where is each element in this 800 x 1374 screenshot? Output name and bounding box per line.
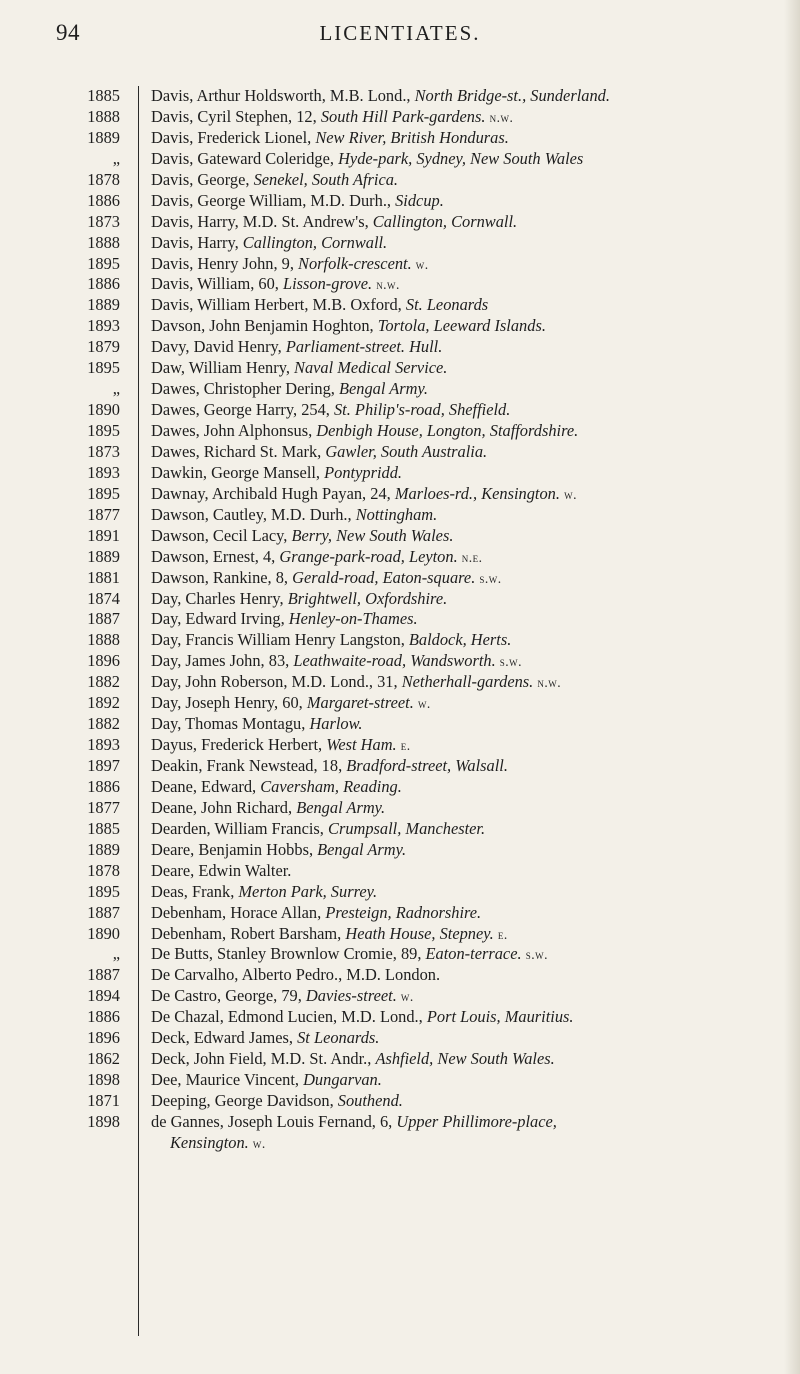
entry-name: Dawes, Christopher Dering, bbox=[151, 379, 339, 399]
entry-place: Callington, Cornwall. bbox=[242, 232, 388, 252]
entry-name: Deas, Frank, bbox=[151, 881, 239, 901]
list-item bbox=[0, 233, 800, 254]
entry-year: 1882 bbox=[87, 672, 120, 692]
entry-text bbox=[151, 421, 780, 443]
list-item bbox=[0, 463, 800, 484]
entry-year: 1898 bbox=[87, 1111, 120, 1131]
entry-place: Crumpsall, Manchester. bbox=[328, 818, 486, 838]
list-item bbox=[0, 1007, 800, 1028]
entry-place: Presteign, Radnorshire. bbox=[325, 902, 482, 922]
entry-text bbox=[151, 924, 780, 946]
entry-year: „ bbox=[112, 944, 120, 964]
entry-place: Bengal Army. bbox=[296, 797, 386, 817]
entry-year: 1874 bbox=[87, 588, 120, 608]
entry-text bbox=[151, 777, 780, 799]
entry-year: 1895 bbox=[87, 483, 120, 503]
entry-district: w. bbox=[415, 256, 429, 272]
entry-text bbox=[151, 400, 780, 422]
list-item bbox=[0, 672, 800, 693]
entry-year: 1895 bbox=[87, 421, 120, 440]
entry-district: s.w. bbox=[525, 947, 548, 963]
list-item bbox=[0, 777, 800, 798]
list-item bbox=[0, 819, 800, 840]
entry-place: Dungarvan. bbox=[303, 1070, 382, 1090]
entry-place: Tortola, Leeward Islands. bbox=[377, 316, 546, 336]
entry-text bbox=[151, 379, 780, 401]
list-item bbox=[0, 609, 800, 630]
entry-place: Nottingham. bbox=[355, 504, 438, 524]
entry-text bbox=[151, 609, 780, 631]
entry-year: 1886 bbox=[87, 776, 120, 796]
entry-text bbox=[151, 714, 780, 736]
entry-name: Dawes, George Harry, 254, bbox=[151, 400, 334, 420]
entry-name: Day, Charles Henry, bbox=[151, 588, 288, 608]
list-item bbox=[0, 735, 800, 756]
entry-year: 1877 bbox=[87, 504, 120, 524]
entry-name: Deeping, George Davidson, bbox=[151, 1091, 338, 1110]
entry-year: 1888 bbox=[87, 630, 120, 650]
entry-place: Baldock, Herts. bbox=[408, 630, 512, 650]
entry-place: Gerald-road, Eaton-square. bbox=[292, 567, 476, 587]
entry-district: n.w. bbox=[537, 675, 562, 691]
entry-name: Day, Joseph Henry, 60, bbox=[151, 693, 307, 713]
entry-place: Heath House, Stepney. bbox=[345, 923, 494, 943]
entry-year: 1878 bbox=[87, 860, 120, 880]
entry-year: 1862 bbox=[87, 1049, 120, 1069]
entry-place: Senekel, South Africa. bbox=[253, 169, 399, 189]
list-item bbox=[0, 170, 800, 191]
entry-text bbox=[151, 86, 780, 108]
entry-name: Davy, David Henry, bbox=[151, 337, 286, 357]
entry-name: Davson, John Benjamin Hoghton, bbox=[151, 316, 378, 336]
entry-name: De Castro, George, 79, bbox=[151, 986, 306, 1006]
entry-place: Bradford-street, Walsall. bbox=[346, 756, 508, 775]
entry-text bbox=[151, 212, 780, 234]
entry-year: 1898 bbox=[87, 1070, 120, 1090]
entry-year: 1877 bbox=[87, 797, 120, 817]
entry-year: 1878 bbox=[87, 169, 120, 189]
entry-place: Callington, Cornwall. bbox=[372, 211, 518, 231]
entry-name: Deare, Benjamin Hobbs, bbox=[151, 839, 318, 859]
entry-year: 1871 bbox=[87, 1091, 120, 1110]
entry-name: Deane, John Richard, bbox=[151, 797, 297, 817]
entry-text bbox=[151, 1007, 780, 1029]
entry-name: Day, Francis William Henry Langston, bbox=[151, 630, 409, 650]
entry-place: Henley-on-Thames. bbox=[288, 609, 418, 629]
entry-place: Brightwell, Oxfordshire. bbox=[287, 588, 448, 608]
entry-text bbox=[151, 505, 780, 527]
list-item bbox=[0, 924, 800, 945]
entry-year: 1888 bbox=[87, 232, 120, 252]
list-item bbox=[0, 944, 800, 965]
entry-place: West Ham. bbox=[326, 735, 397, 755]
entry-district: s.w. bbox=[479, 570, 502, 586]
entry-year: 1881 bbox=[87, 567, 120, 587]
entry-text bbox=[151, 756, 780, 778]
entry-district: w. bbox=[252, 1135, 266, 1151]
entry-place: Denbigh House, Longton, Staffordshire. bbox=[316, 421, 579, 440]
entry-place: Hyde-park, Sydney, New South Wales bbox=[338, 148, 584, 168]
entry-name: Dayus, Frederick Herbert, bbox=[151, 735, 327, 755]
entry-text bbox=[151, 630, 780, 652]
entry-text bbox=[151, 233, 780, 255]
entry-name: Deakin, Frank Newstead, 18, bbox=[151, 756, 347, 775]
entry-text bbox=[151, 693, 780, 715]
entry-name: Day, Edward Irving, bbox=[151, 609, 289, 629]
entry-year: 1893 bbox=[87, 316, 120, 336]
entry-text bbox=[151, 316, 780, 338]
entry-district: n.w. bbox=[489, 109, 514, 125]
entry-name: Dawson, Cecil Lacy, bbox=[151, 525, 292, 545]
entry-name: Daw, William Henry, bbox=[151, 358, 295, 378]
entry-text bbox=[151, 735, 780, 757]
list-item bbox=[0, 840, 800, 861]
entry-place: Lisson-grove. bbox=[282, 274, 373, 294]
entry-text bbox=[151, 295, 780, 317]
list-item bbox=[0, 86, 800, 107]
entry-year: 1893 bbox=[87, 462, 120, 482]
list-item bbox=[0, 526, 800, 547]
entry-text bbox=[151, 442, 780, 464]
list-item bbox=[0, 861, 800, 882]
entry-text bbox=[151, 1091, 780, 1113]
entry-name: Davis, Harry, M.D. St. Andrew's, bbox=[151, 211, 373, 231]
entry-name: Davis, George William, M.D. Durh., bbox=[151, 190, 396, 210]
list-item bbox=[0, 965, 800, 986]
list-item bbox=[0, 358, 800, 379]
entry-year: 1892 bbox=[87, 693, 120, 713]
entry-year: 1896 bbox=[87, 1028, 120, 1048]
entry-text bbox=[151, 191, 780, 213]
entry-text bbox=[151, 484, 780, 506]
entry-name: Dawes, Richard St. Mark, bbox=[151, 441, 326, 461]
entry-year: 1891 bbox=[87, 525, 120, 545]
entry-year: 1885 bbox=[87, 86, 120, 105]
entry-name: Davis, Cyril Stephen, 12, bbox=[151, 106, 321, 126]
entry-year: 1895 bbox=[87, 358, 120, 378]
entry-year: 1889 bbox=[87, 546, 120, 566]
entry-text bbox=[151, 672, 780, 694]
entry-name: Deck, John Field, M.D. St. Andr., bbox=[151, 1049, 376, 1069]
entry-text bbox=[151, 128, 780, 150]
list-item bbox=[0, 191, 800, 212]
entry-year: 1889 bbox=[87, 127, 120, 147]
list-item bbox=[0, 756, 800, 777]
entry-place: Ashfield, New South Wales. bbox=[375, 1049, 555, 1069]
entry-place: St Leonards. bbox=[297, 1028, 380, 1048]
entry-name: Davis, Gateward Coleridge, bbox=[151, 148, 339, 168]
entry-year: 1873 bbox=[87, 211, 120, 231]
list-item bbox=[0, 547, 800, 568]
entry-text bbox=[151, 798, 780, 820]
entry-place: Berry, New South Wales. bbox=[291, 525, 454, 545]
entry-year: 1890 bbox=[87, 923, 120, 943]
entry-text bbox=[151, 274, 780, 296]
list-item bbox=[0, 693, 800, 714]
entry-district: n.w. bbox=[376, 277, 400, 293]
list-item bbox=[0, 505, 800, 526]
entry-district: n.e. bbox=[461, 549, 483, 565]
list-item bbox=[0, 484, 800, 505]
list-item bbox=[0, 212, 800, 233]
entry-year: „ bbox=[112, 148, 120, 168]
entry-place: St. Philip's-road, Sheffield. bbox=[333, 400, 511, 420]
entry-text bbox=[151, 819, 780, 841]
entry-place: Sidcup. bbox=[395, 190, 444, 210]
entry-place: Davies-street. bbox=[305, 986, 397, 1006]
list-item bbox=[0, 882, 800, 903]
entry-year: 1873 bbox=[87, 441, 120, 461]
entry-text bbox=[151, 1070, 780, 1092]
entry-place: Norfolk-crescent. bbox=[298, 253, 412, 273]
list-item bbox=[0, 1133, 800, 1154]
entry-year: 1887 bbox=[87, 902, 120, 922]
entry-text bbox=[170, 1133, 780, 1155]
entry-text bbox=[151, 568, 780, 590]
entry-name: Day, John Roberson, M.D. Lond., 31, bbox=[151, 672, 402, 692]
entry-text bbox=[151, 589, 780, 611]
list-item bbox=[0, 421, 800, 442]
entry-name: Day, Thomas Montagu, bbox=[151, 714, 310, 734]
entry-text bbox=[151, 547, 780, 569]
entry-place: Leathwaite-road, Wandsworth. bbox=[293, 651, 496, 671]
entry-text bbox=[151, 840, 780, 862]
entry-text bbox=[151, 1112, 780, 1134]
entry-text bbox=[151, 944, 780, 966]
list-item bbox=[0, 400, 800, 421]
list-item bbox=[0, 128, 800, 149]
entry-name: Davis, Henry John, 9, bbox=[151, 253, 299, 273]
entry-text bbox=[151, 986, 780, 1008]
page-number: 94 bbox=[56, 20, 80, 45]
entry-name: Davis, Harry, bbox=[151, 232, 243, 252]
entry-district: s.w. bbox=[499, 654, 523, 670]
entry-text bbox=[151, 358, 780, 380]
entry-name: De Butts, Stanley Brownlow Cromie, 89, bbox=[151, 944, 426, 964]
entry-name: Davis, George, bbox=[151, 169, 254, 189]
entry-place: Bengal Army. bbox=[339, 379, 428, 399]
list-item bbox=[0, 651, 800, 672]
entry-year: 1889 bbox=[87, 295, 120, 315]
entry-district: w. bbox=[417, 696, 431, 712]
entry-text bbox=[151, 861, 780, 883]
entry-name: Dawson, Ernest, 4, bbox=[151, 546, 280, 566]
entry-place: Caversham, Reading. bbox=[260, 776, 402, 796]
entry-year: 1897 bbox=[87, 756, 120, 775]
entry-name: Dawnay, Archibald Hugh Payan, 24, bbox=[151, 483, 395, 503]
entry-place: Margaret-street. bbox=[306, 693, 414, 713]
list-item bbox=[0, 1028, 800, 1049]
entry-name: Deare, Edwin Walter. bbox=[151, 860, 292, 880]
entry-year: 1886 bbox=[87, 274, 120, 294]
entry-place: South Hill Park-gardens. bbox=[320, 106, 486, 126]
entry-text bbox=[151, 965, 780, 987]
entry-year: 1895 bbox=[87, 881, 120, 901]
entry-text bbox=[151, 254, 780, 276]
entry-place: St. Leonards bbox=[405, 295, 489, 315]
entry-place: Netherhall-gardens. bbox=[401, 672, 534, 692]
list-item bbox=[0, 274, 800, 295]
entry-year: 1882 bbox=[87, 714, 120, 734]
entry-name: Davis, Arthur Holdsworth, M.B. Lond., bbox=[151, 86, 415, 105]
entry-name: Dawson, Rankine, 8, bbox=[151, 567, 293, 587]
list-item bbox=[0, 589, 800, 610]
entry-year: 1893 bbox=[87, 735, 120, 755]
entry-text bbox=[151, 882, 780, 904]
entry-place: Pontypridd. bbox=[324, 462, 402, 482]
entry-place: Parliament-street. Hull. bbox=[285, 337, 443, 357]
entry-place: Naval Medical Service. bbox=[294, 358, 448, 378]
entry-name: Dearden, William Francis, bbox=[151, 818, 329, 838]
entry-year: 1896 bbox=[87, 651, 120, 671]
entry-year: 1885 bbox=[87, 818, 120, 838]
page-edge-shadow bbox=[784, 0, 800, 1374]
entry-name: Debenham, Horace Allan, bbox=[151, 902, 326, 922]
entry-district: w. bbox=[400, 989, 414, 1005]
entry-name: Dawson, Cautley, M.D. Durh., bbox=[151, 504, 356, 524]
list-item bbox=[0, 903, 800, 924]
entry-name: Dee, Maurice Vincent, bbox=[151, 1070, 304, 1090]
entry-year: „ bbox=[112, 379, 120, 399]
entry-name: Dawes, John Alphonsus, bbox=[151, 421, 317, 440]
entries-list bbox=[0, 86, 800, 1154]
entry-place: Southend. bbox=[337, 1091, 403, 1110]
entry-place: Kensington. bbox=[170, 1132, 249, 1152]
list-item bbox=[0, 986, 800, 1007]
entry-year: 1895 bbox=[87, 253, 120, 273]
entry-text bbox=[151, 526, 780, 548]
list-item bbox=[0, 442, 800, 463]
entry-place: Harlow. bbox=[309, 714, 363, 734]
entry-year: 1890 bbox=[87, 400, 120, 420]
entry-place: North Bridge-st., Sunderland. bbox=[414, 86, 610, 105]
list-item bbox=[0, 295, 800, 316]
entry-place: Grange-park-road, Leyton. bbox=[279, 546, 458, 566]
entry-text bbox=[151, 107, 780, 129]
entry-text bbox=[151, 149, 780, 171]
list-item bbox=[0, 337, 800, 358]
entry-name: Debenham, Robert Barsham, bbox=[151, 923, 346, 943]
running-head: LICENTIATES. bbox=[319, 21, 481, 45]
entry-text bbox=[151, 903, 780, 925]
entry-name: De Chazal, Edmond Lucien, M.D. Lond., bbox=[151, 1007, 427, 1027]
entry-name: Day, James John, 83, bbox=[151, 651, 294, 671]
list-item bbox=[0, 316, 800, 337]
entry-place: Merton Park, Surrey. bbox=[238, 881, 378, 901]
entry-place: New River, British Honduras. bbox=[315, 127, 509, 147]
entry-place: Marloes-rd., Kensington. bbox=[394, 483, 560, 503]
list-item bbox=[0, 1070, 800, 1091]
list-item bbox=[0, 1049, 800, 1070]
entry-year: 1879 bbox=[87, 337, 120, 357]
entry-name: Deane, Edward, bbox=[151, 776, 261, 796]
list-item bbox=[0, 714, 800, 735]
list-item bbox=[0, 630, 800, 651]
entry-name: Deck, Edward James, bbox=[151, 1028, 298, 1048]
entry-name: Dawkin, George Mansell, bbox=[151, 462, 325, 482]
entry-year: 1887 bbox=[87, 965, 120, 985]
list-item bbox=[0, 568, 800, 589]
list-item bbox=[0, 149, 800, 170]
entry-place: Upper Phillimore-place, bbox=[396, 1111, 557, 1131]
entry-place: Bengal Army. bbox=[317, 839, 407, 859]
entry-place: Port Louis, Mauritius. bbox=[426, 1007, 574, 1027]
entry-district: e. bbox=[497, 926, 508, 942]
list-item bbox=[0, 254, 800, 275]
entry-name: de Gannes, Joseph Louis Fernand, 6, bbox=[151, 1111, 397, 1131]
entry-place: Gawler, South Australia. bbox=[325, 441, 488, 461]
entry-name: Davis, William, 60, bbox=[151, 274, 283, 294]
list-item bbox=[0, 107, 800, 128]
entry-year: 1886 bbox=[87, 190, 120, 210]
entry-name: De Carvalho, Alberto Pedro., M.D. London. bbox=[151, 965, 441, 985]
entry-district: e. bbox=[400, 738, 411, 754]
entry-year: 1887 bbox=[87, 609, 120, 629]
entry-year: 1886 bbox=[87, 1007, 120, 1027]
entry-text bbox=[151, 1028, 780, 1050]
list-item bbox=[0, 379, 800, 400]
entry-text bbox=[151, 337, 780, 359]
list-item bbox=[0, 1112, 800, 1133]
entry-text bbox=[151, 1049, 780, 1071]
list-item bbox=[0, 1091, 800, 1112]
entry-text bbox=[151, 170, 780, 192]
entry-year: 1888 bbox=[87, 106, 120, 126]
entry-text bbox=[151, 651, 780, 673]
entry-year: 1889 bbox=[87, 839, 120, 859]
entry-name: Davis, William Herbert, M.B. Oxford, bbox=[151, 295, 406, 315]
list-item bbox=[0, 798, 800, 819]
entry-year: 1894 bbox=[87, 986, 120, 1006]
entry-text bbox=[151, 463, 780, 485]
entry-name: Davis, Frederick Lionel, bbox=[151, 127, 316, 147]
entry-place: Eaton-terrace. bbox=[425, 944, 522, 964]
entry-district: w. bbox=[564, 486, 577, 502]
